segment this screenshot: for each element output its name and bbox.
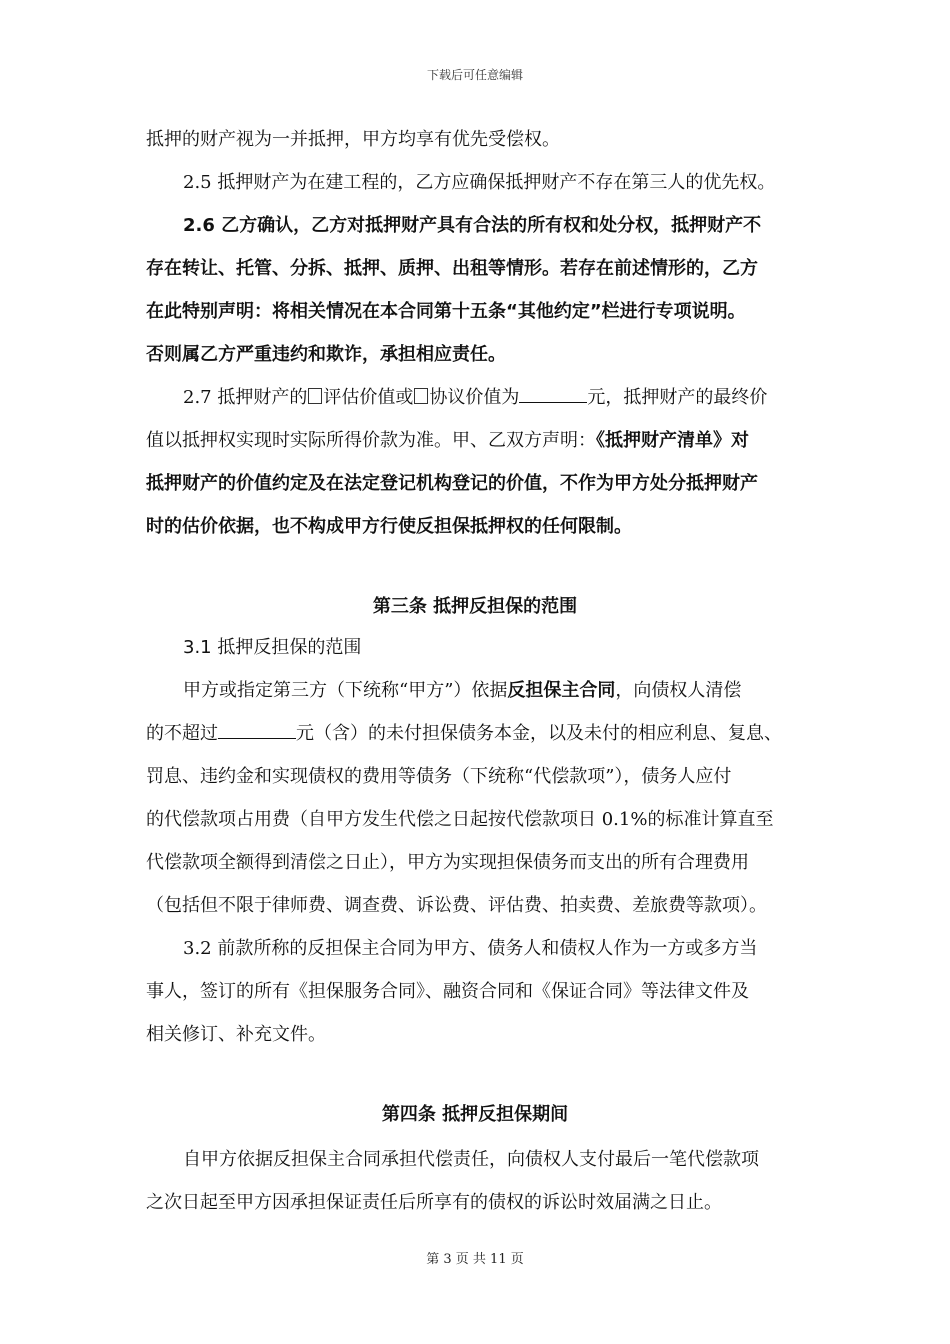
paragraph-line: 抵押的财产视为一并抵押，甲方均享有优先受偿权。	[146, 129, 560, 150]
clause-3-1-line: 的代偿款项占用费（自甲方发生代偿之日起按代偿款项日 0.1%的标准计算直至	[146, 809, 774, 830]
section-3-body	[146, 626, 826, 1056]
clause-2-continued	[146, 118, 826, 548]
clause-2-7-line: 抵押财产的价值约定及在法定登记机构登记的价值，不作为甲方处分抵押财产	[146, 473, 758, 494]
clause-3-1-line: （包括但不限于律师费、调查费、诉讼费、评估费、拍卖费、差旅费等款项）。	[146, 895, 767, 916]
clause-3-2-line: 相关修订、补充文件。	[146, 1024, 326, 1045]
clause-2-6-line: 存在转让、托管、分拆、抵押、质押、出租等情形。若存在前述情形的，乙方	[146, 258, 758, 279]
clause-2-6-line: 2.6 乙方确认，乙方对抵押财产具有合法的所有权和处分权，抵押财产不	[183, 215, 762, 236]
checkbox-evaluation-value[interactable]	[308, 388, 322, 404]
clause-2-7-line: 值以抵押权实现时实际所得价款为准。甲、乙双方声明：《抵押财产清单》对	[146, 430, 749, 451]
section-4-line: 自甲方依据反担保主合同承担代偿责任，向债权人支付最后一笔代偿款项	[183, 1149, 759, 1170]
section-3-heading: 第三条 抵押反担保的范围	[372, 596, 578, 617]
clause-3-1-line: 甲方或指定第三方（下统称“甲方”）依据反担保主合同，向债权人清偿	[183, 680, 742, 701]
clause-2-5: 2.5 抵押财产为在建工程的，乙方应确保抵押财产不存在第三人的优先权。	[183, 172, 776, 193]
clause-3-1-title: 3.1 抵押反担保的范围	[183, 637, 362, 658]
checkbox-agreed-value[interactable]	[414, 388, 428, 404]
clause-2-7-line: 时的估价依据，也不构成甲方行使反担保抵押权的任何限制。	[146, 516, 632, 537]
clause-3-1-line: 代偿款项全额得到清偿之日止），甲方为实现担保债务而支出的所有合理费用	[146, 852, 749, 873]
clause-2-6-line: 在此特别声明：将相关情况在本合同第十五条“其他约定”栏进行专项说明。	[146, 301, 746, 322]
clause-2-7-line: 2.7 抵押财产的 评估价值或 协议价值为 元，抵押财产的最终价	[146, 376, 826, 419]
clause-3-1-line: 的不超过 元（含）的未付担保债务本金，以及未付的相应利息、复息、	[146, 712, 826, 755]
amount-blank[interactable]	[519, 380, 587, 403]
clause-3-1-line: 罚息、违约金和实现债权的费用等债务（下统称“代偿款项”），债务人应付	[146, 766, 732, 787]
section-4-body	[146, 1138, 826, 1224]
clause-3-2-line: 3.2 前款所称的反担保主合同为甲方、债务人和债权人作为一方或多方当	[183, 938, 758, 959]
clause-3-2-line: 事人，签订的所有《担保服务合同》、融资合同和《保证合同》等法律文件及	[146, 981, 749, 1002]
section-4-heading: 第四条 抵押反担保期间	[381, 1104, 569, 1125]
section-4-line: 之次日起至甲方因承担保证责任后所享有的债权的诉讼时效届满之日止。	[146, 1192, 722, 1213]
clause-2-6-line: 否则属乙方严重违约和欺诈，承担相应责任。	[146, 344, 506, 365]
page-header: 下载后可任意编辑	[426, 68, 523, 82]
page-footer: 第 3 页 共 11 页	[426, 1252, 524, 1267]
amount-blank[interactable]	[218, 716, 296, 739]
